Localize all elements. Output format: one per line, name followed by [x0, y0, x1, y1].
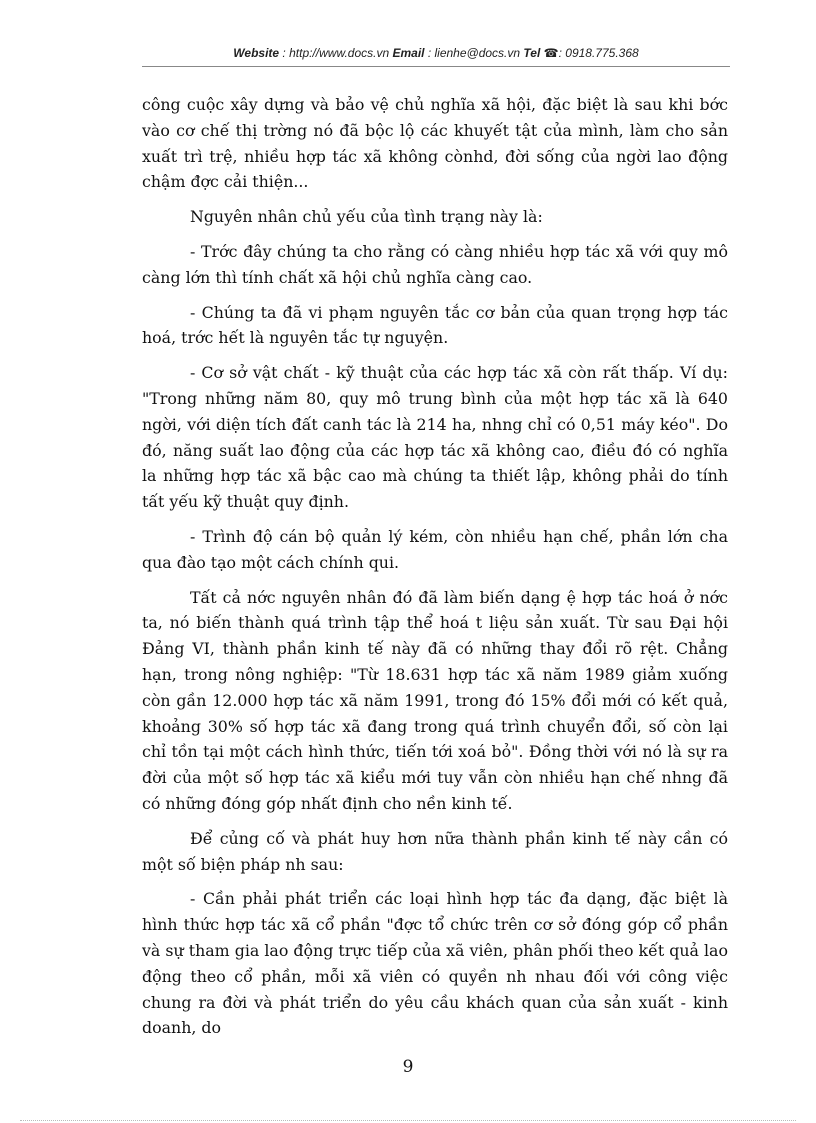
- paragraph: Để củng cố và phát huy hơn nữa thành phần kinh tế này cần có một số biện pháp nh sau:: [142, 828, 728, 874]
- tel-number: : 0918.775.368: [558, 46, 639, 60]
- page-bottom-border: [20, 1120, 796, 1121]
- paragraph: công cuộc xây dựng và bảo vệ chủ nghĩa xã hội, đặc biệt là sau khi bớc vào cơ chế thị trờng nó đã bộc lộ các khuyết tật của mình, làm cho sản xuất trì trệ, nhiều hợp tác xã không cònhd, đời sống của ngời lao động chậm đợc cải thiện...: [142, 95, 728, 192]
- paragraph: Nguyên nhân chủ yếu của tình trạng này là:: [190, 207, 543, 227]
- email-address: : lienhe@docs.vn: [424, 46, 524, 60]
- header-divider: [142, 66, 730, 67]
- tel-label: Tel: [523, 46, 541, 60]
- paragraph: Tất cả nớc nguyên nhân đó đã làm biến dạng ệ hợp tác hoá ở nớc ta, nó biến thành quá trình tập thể hoá t liệu sản xuất. Từ sau Đại hội Đảng VI, thành phần kinh tế này đã có những thay đổi rõ rệt. Chẳng hạn, trong nông nghiệp: "Từ 18.631 hợp tác xã năm 1989 giảm xuống còn gần 12.000 hợp tác xã năm 1991, trong đó 15% đổi mới có kết quả, khoảng 30% số hợp tác xã đang trong quá trình chuyển đổi, số còn lại chỉ tồn tại một cách hình thức, tiến tới xoá bỏ". Đồng thời với nó là sự ra đời của một số hợp tác xã kiểu mới tuy vẫn còn nhiều hạn chế nhng đã có những đóng góp nhất định cho nền kinh tế.: [142, 587, 728, 813]
- paragraph: - Trớc đây chúng ta cho rằng có càng nhiều hợp tác xã với quy mô càng lớn thì tính chất xã hội chủ nghĩa càng cao.: [142, 241, 728, 287]
- website-label: Website: [233, 46, 280, 60]
- page-header: [142, 46, 730, 60]
- website-url: : http://www.docs.vn: [279, 46, 393, 60]
- paragraph: - Trình độ cán bộ quản lý kém, còn nhiều hạn chế, phần lớn cha qua đào tạo một cách chính qui.: [142, 526, 728, 572]
- page-number: 9: [402, 1057, 414, 1077]
- phone-icon: ☎: [543, 46, 559, 60]
- email-label: Email: [392, 46, 425, 60]
- paragraph: - Cần phải phát triển các loại hình hợp tác đa dạng, đặc biệt là hình thức hợp tác xã cổ phần "đợc tổ chức trên cơ sở đóng góp cổ phần và sự tham gia lao động trực tiếp của xã viên, phân phối theo kết quả lao động theo cổ phần, mỗi xã viên có quyền nh nhau đối với công việc chung ra đời và phát triển do yêu cầu khách quan của sản xuất - kinh doanh, do: [142, 889, 728, 1038]
- paragraph: - Chúng ta đã vi phạm nguyên tắc cơ bản của quan trọng hợp tác hoá, trớc hết là nguyên tắc tự nguyện.: [142, 302, 728, 348]
- document-body: [142, 92, 728, 1050]
- paragraph: - Cơ sở vật chất - kỹ thuật của các hợp tác xã còn rất thấp. Ví dụ: "Trong những năm 80, quy mô trung bình của một hợp tác xã là 640 ngời, với diện tích đất canh tác là 214 ha, nhng chỉ có 0,51 máy kéo". Do đó, năng suất lao động của các hợp tác xã không cao, điều đó có nghĩa la những hợp tác xã bậc cao mà chúng ta thiết lập, không phải do tính tất yếu kỹ thuật quy định.: [142, 363, 728, 512]
